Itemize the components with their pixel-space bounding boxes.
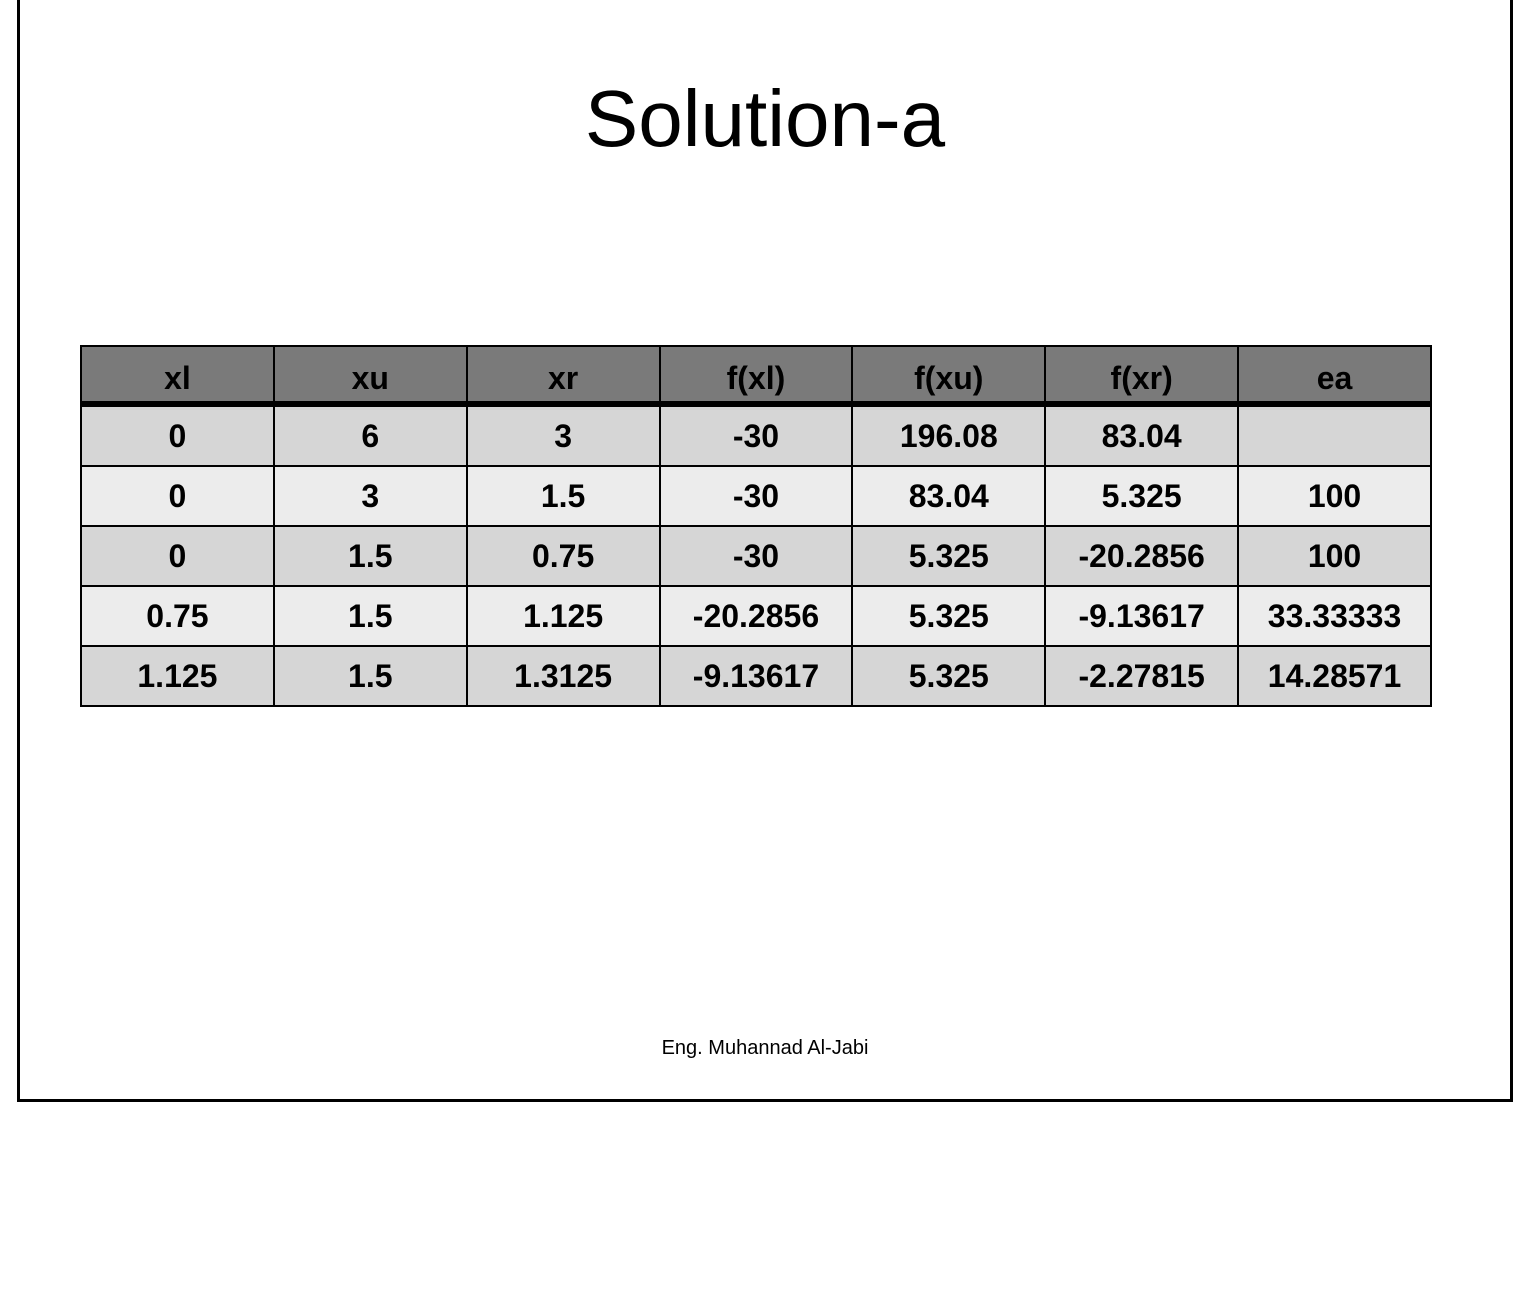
table-cell: -30: [660, 526, 853, 586]
table-cell: 1.5: [274, 526, 467, 586]
table-cell: 0: [81, 466, 274, 526]
table-cell: -30: [660, 404, 853, 466]
table-cell: 5.325: [852, 526, 1045, 586]
table-cell: 5.325: [1045, 466, 1238, 526]
table-row: [81, 466, 1431, 526]
slide-title: Solution-a: [584, 74, 946, 163]
header-fxl: f(xl): [660, 346, 853, 404]
table-cell: -20.2856: [1045, 526, 1238, 586]
table-cell: [1238, 404, 1431, 466]
slide: [17, 0, 1513, 1102]
table-cell: 1.5: [274, 586, 467, 646]
header-fxu: f(xu): [852, 346, 1045, 404]
table-cell: 1.5: [274, 646, 467, 706]
table-cell: -2.27815: [1045, 646, 1238, 706]
table-cell: 33.33333: [1238, 586, 1431, 646]
table-cell: 83.04: [852, 466, 1045, 526]
table-cell: 3: [467, 404, 660, 466]
table-cell: 100: [1238, 526, 1431, 586]
bisection-table: [80, 345, 1432, 707]
header-xu: xu: [274, 346, 467, 404]
table-cell: 5.325: [852, 646, 1045, 706]
header-xr: xr: [467, 346, 660, 404]
table-cell: 1.5: [467, 466, 660, 526]
header-fxr: f(xr): [1045, 346, 1238, 404]
table-cell: 1.125: [81, 646, 274, 706]
table-header-row: [81, 346, 1431, 404]
header-ea: ea: [1238, 346, 1431, 404]
table-cell: -30: [660, 466, 853, 526]
table-row: [81, 646, 1431, 706]
table-cell: -20.2856: [660, 586, 853, 646]
table-cell: 6: [274, 404, 467, 466]
table-row: [81, 526, 1431, 586]
table-cell: 3: [274, 466, 467, 526]
table-cell: 0: [81, 526, 274, 586]
header-xl: xl: [81, 346, 274, 404]
table-cell: -9.13617: [1045, 586, 1238, 646]
table-cell: 0.75: [467, 526, 660, 586]
table-cell: 0: [81, 404, 274, 466]
table-cell: 83.04: [1045, 404, 1238, 466]
table-cell: 100: [1238, 466, 1431, 526]
table-cell: 14.28571: [1238, 646, 1431, 706]
table-cell: 196.08: [852, 404, 1045, 466]
table-cell: 5.325: [852, 586, 1045, 646]
table-row: [81, 404, 1431, 466]
table-cell: -9.13617: [660, 646, 853, 706]
table-cell: 1.3125: [467, 646, 660, 706]
table-row: [81, 586, 1431, 646]
table-cell: 1.125: [467, 586, 660, 646]
slide-footer: Eng. Muhannad Al-Jabi: [661, 1037, 869, 1059]
table-cell: 0.75: [81, 586, 274, 646]
